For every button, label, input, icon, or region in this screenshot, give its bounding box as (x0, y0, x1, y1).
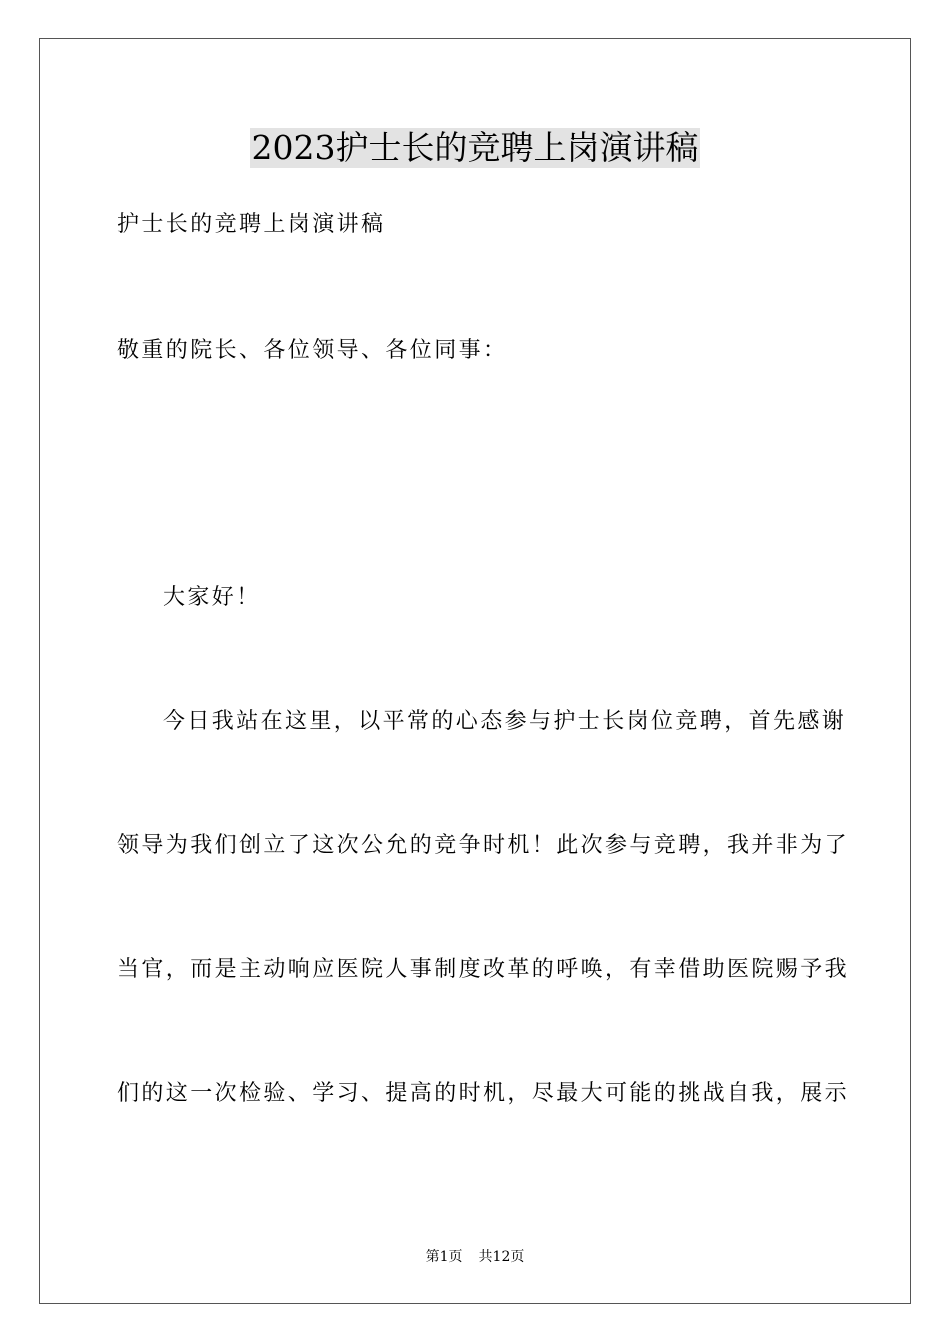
paragraph-line-4: 们的这一次检验、学习、提高的时机，尽最大可能的挑战自我，展示 (117, 1081, 850, 1106)
salutation-line: 敬重的院长、各位领导、各位同事： (117, 338, 508, 363)
subtitle-line: 护士长的竞聘上岗演讲稿 (117, 212, 386, 237)
page-footer (0, 1248, 950, 1266)
paragraph-line-3: 当官，而是主动响应医院人事制度改革的呼唤，有幸借助医院赐予我 (117, 957, 850, 982)
page-total: 共12页 (478, 1249, 525, 1265)
paragraph-line-2: 领导为我们创立了这次公允的竞争时机！此次参与竞聘，我并非为了 (117, 833, 850, 858)
title-container (0, 128, 950, 168)
document-title: 2023护士长的竞聘上岗演讲稿 (251, 128, 699, 167)
page-number: 第1页 (425, 1249, 463, 1265)
paragraph-line-1: 今日我站在这里，以平常的心态参与护士长岗位竞聘，首先感谢 (163, 709, 847, 734)
greeting-line: 大家好！ (163, 585, 261, 610)
